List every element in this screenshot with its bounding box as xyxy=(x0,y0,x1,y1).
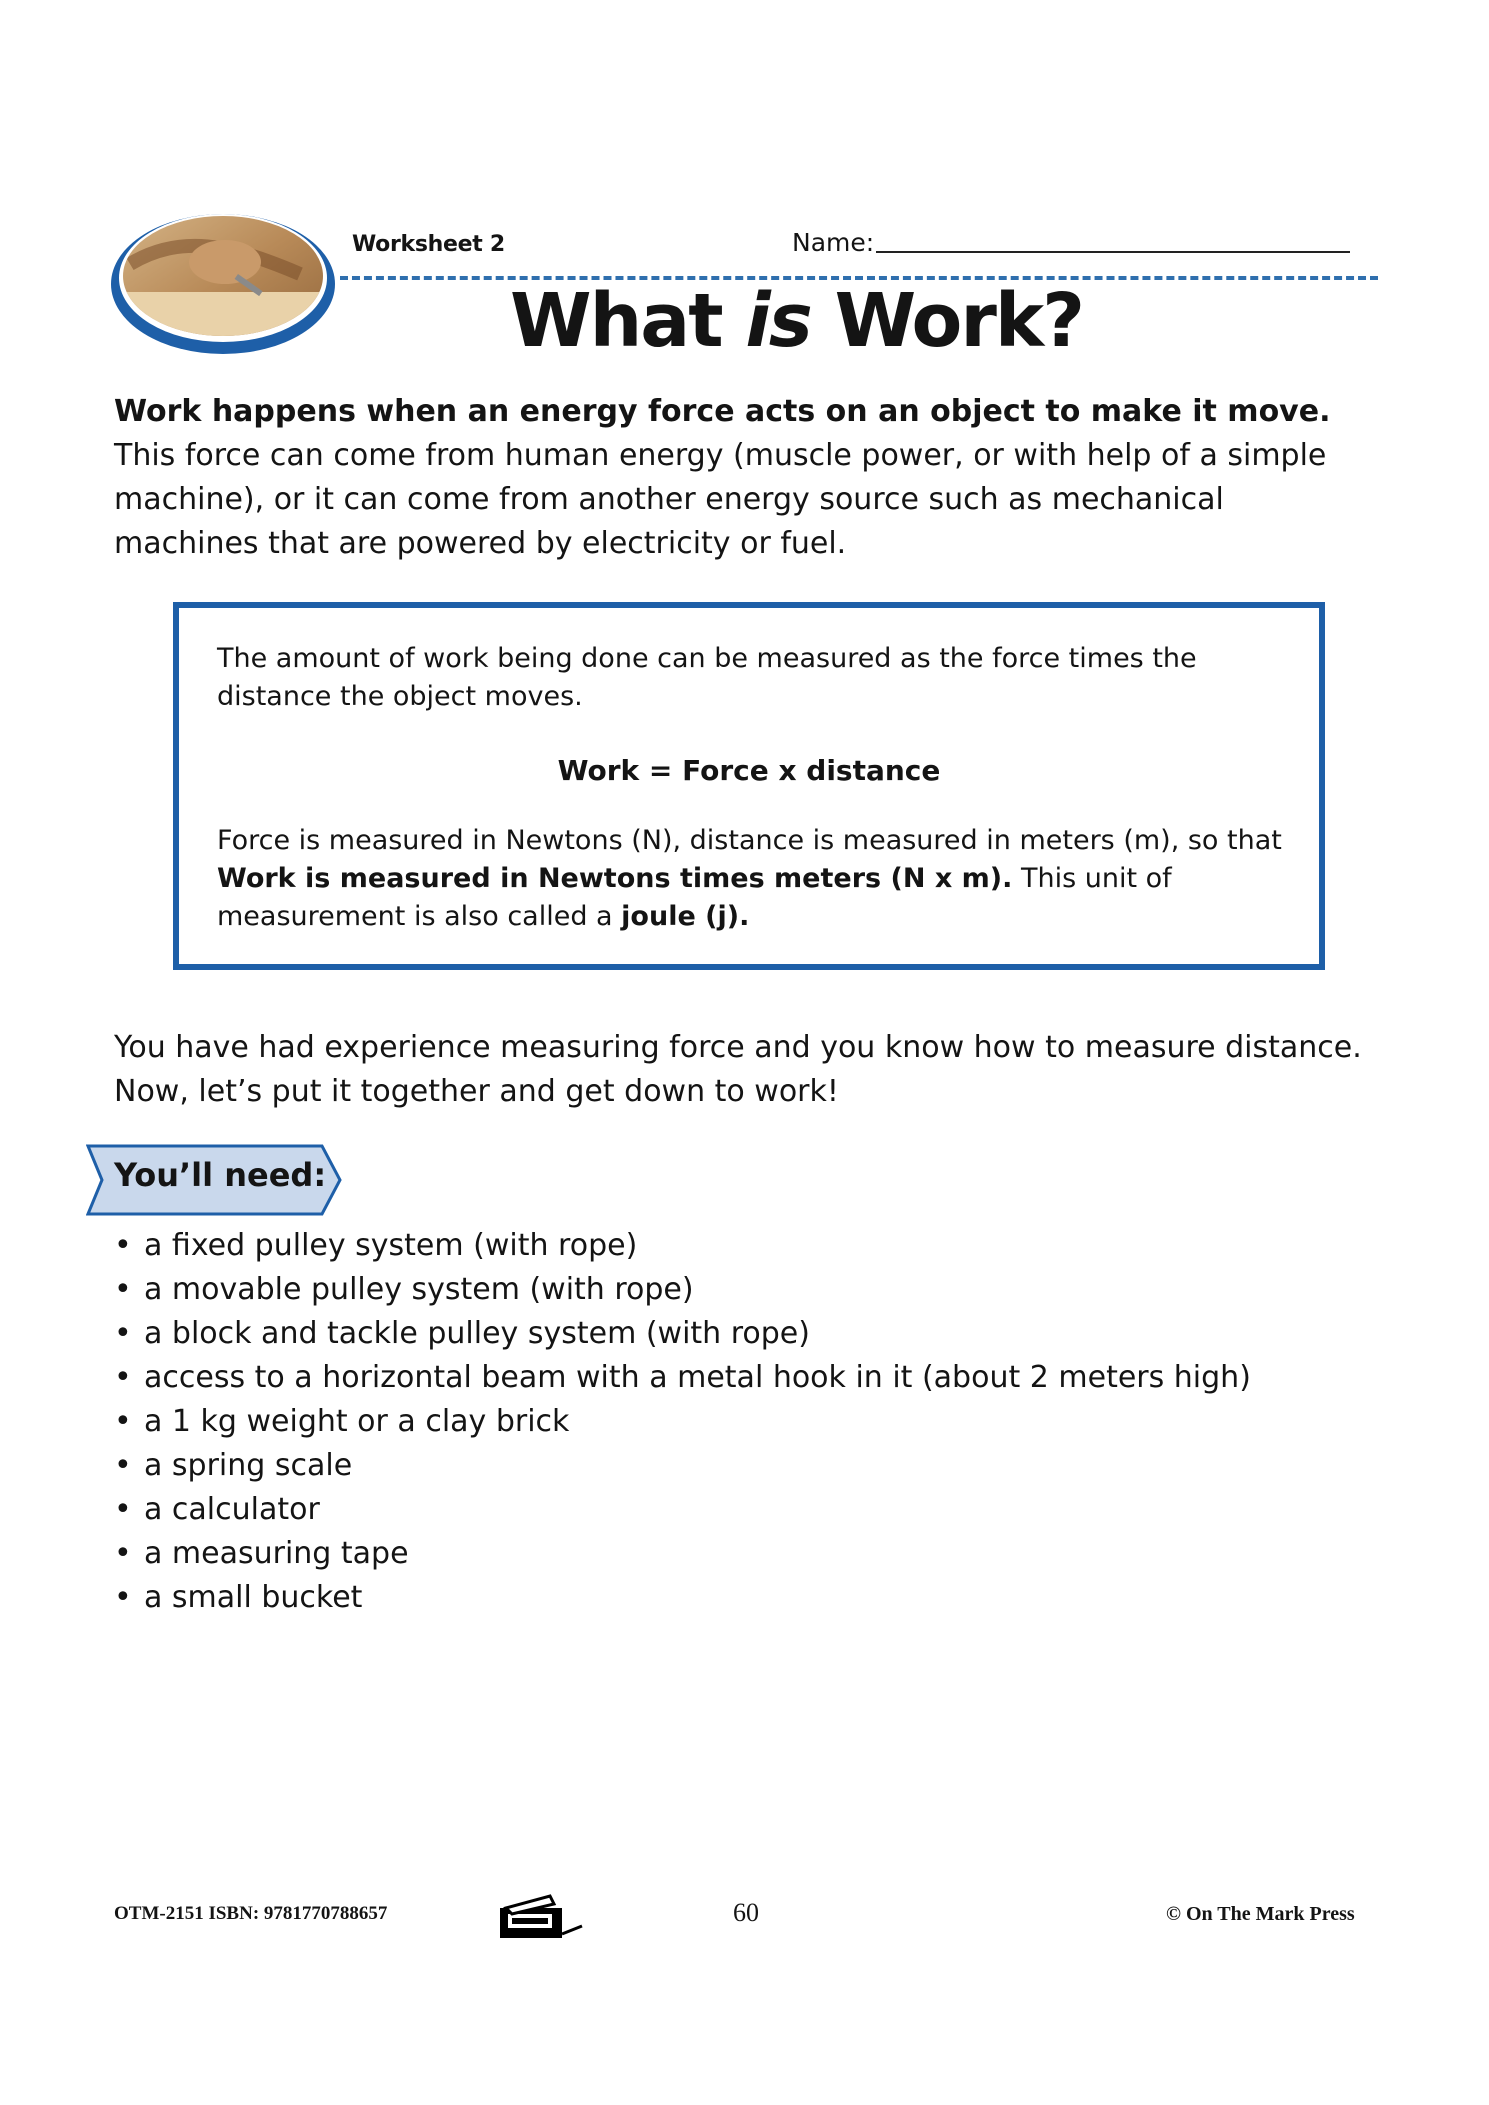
list-item: • a spring scale xyxy=(114,1444,1251,1488)
list-item: • a fixed pulley system (with rope) xyxy=(114,1224,1251,1268)
list-item: • a 1 kg weight or a clay brick xyxy=(114,1400,1251,1444)
worksheet-label: Worksheet 2 xyxy=(352,232,505,257)
joule-unit: joule (j). xyxy=(621,901,750,932)
intro-bold: Work happens when an energy force acts on an object to make it move. xyxy=(114,394,1331,429)
list-item: • a measuring tape xyxy=(114,1532,1251,1576)
title-emphasis: is xyxy=(745,278,811,364)
formula-box xyxy=(173,602,1325,970)
work-formula: Work = Force x distance xyxy=(557,754,941,787)
formula-box-paragraph-1: The amount of work being done can be measured as the force times the distance the object moves. xyxy=(217,643,1197,712)
list-item: • a calculator xyxy=(114,1488,1251,1532)
page-title xyxy=(510,278,1083,364)
worksheet-logo-image xyxy=(110,204,336,356)
materials-list xyxy=(114,1224,1251,1620)
work-units-bold: Work is measured in Newtons times meters (N x m). xyxy=(217,863,1013,894)
needs-heading: You’ll need: xyxy=(114,1156,327,1194)
footer-copyright: © On The Mark Press xyxy=(1166,1903,1355,1925)
page-number: 60 xyxy=(733,1898,759,1927)
footer-isbn: OTM-2151 ISBN: 9781770788657 xyxy=(114,1903,388,1924)
name-field-line[interactable] xyxy=(876,251,1350,253)
intro-rest: This force can come from human energy (muscle power, or with help of a simple machine), or it can come from another energy source such as mechanical machines that are powered by electricity or fuel. xyxy=(114,438,1327,561)
title-after: Work? xyxy=(810,278,1084,364)
copier-icon xyxy=(498,1894,584,1940)
list-item: • a movable pulley system (with rope) xyxy=(114,1268,1251,1312)
list-item: • a block and tackle pulley system (with rope) xyxy=(114,1312,1251,1356)
list-item: • access to a horizontal beam with a metal hook in it (about 2 meters high) xyxy=(114,1356,1251,1400)
list-item: • a small bucket xyxy=(114,1576,1251,1620)
units-text: Force is measured in Newtons (N), distance is measured in meters (m), so that xyxy=(217,825,1282,856)
title-before: What xyxy=(510,278,746,364)
unit-name-text: This unit of measurement is also called a xyxy=(217,863,1172,932)
formula-box-paragraph-2 xyxy=(217,822,1287,936)
name-label: Name: xyxy=(792,228,875,257)
closing-paragraph: You have had experience measuring force and you know how to measure distance. Now, let’s put it together and get down to work! xyxy=(114,1030,1362,1109)
intro-paragraph xyxy=(114,390,1364,566)
